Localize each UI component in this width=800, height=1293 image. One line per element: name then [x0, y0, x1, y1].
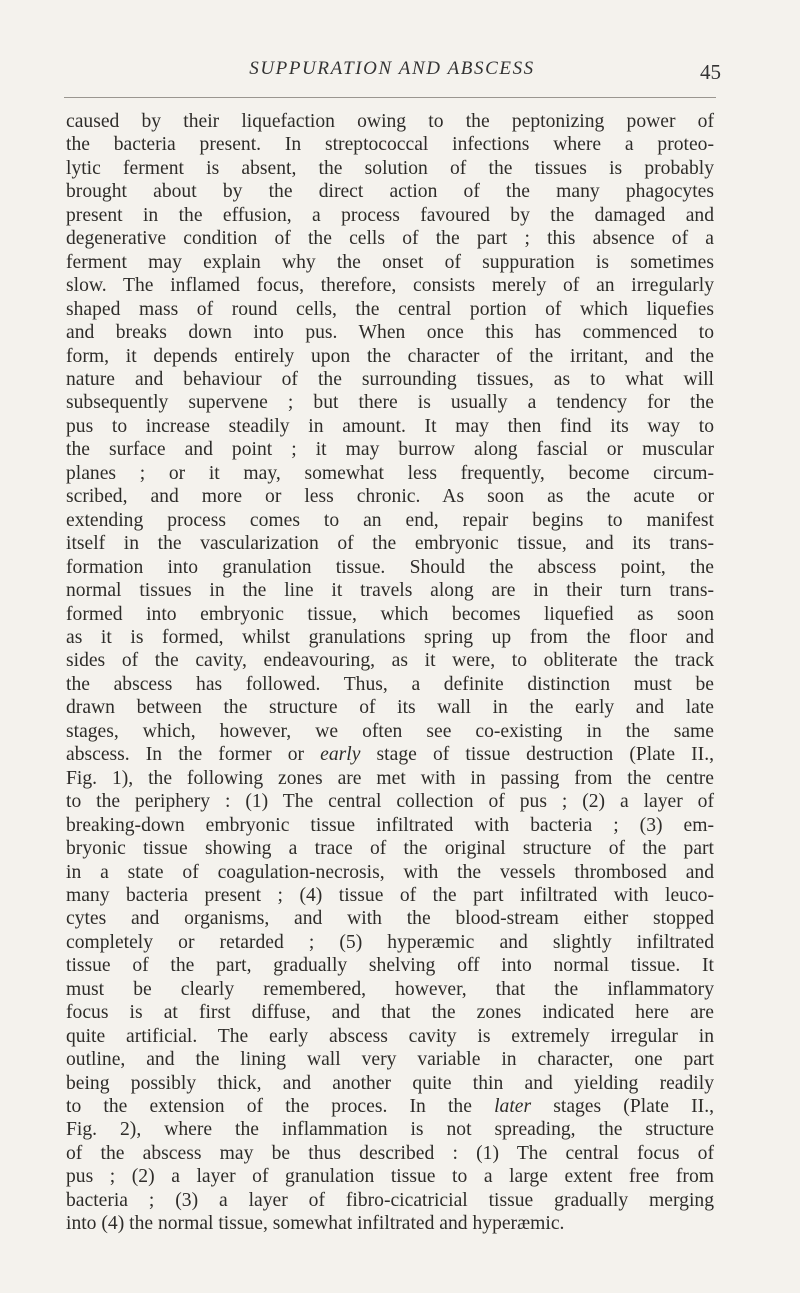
text-line: Fig. 2), where the inflammation is not spreading, the structure [66, 1119, 714, 1141]
text-line: pus to increase steadily in amount. It may then find its way to [66, 415, 714, 437]
text-line: and breaks down into pus. When once this has commenced to [66, 322, 714, 344]
text-line: stages, which, however, we often see co-existing in the same [66, 720, 714, 742]
text-line: outline, and the lining wall very variable in character, one part [66, 1049, 714, 1071]
text-line: drawn between the structure of its wall in the early and late [66, 697, 714, 719]
text-line: the bacteria present. In streptococcal infections where a proteo- [66, 134, 714, 156]
text-line: focus is at first diffuse, and that the zones indicated here are [66, 1002, 714, 1024]
text-line: as it is formed, whilst granulations spring up from the floor and [66, 626, 714, 648]
text-line: present in the effusion, a process favoured by the damaged and [66, 204, 714, 226]
text-line: shaped mass of round cells, the central portion of which liquefies [66, 298, 714, 320]
text-line: sides of the cavity, endeavouring, as it were, to obliterate the track [66, 650, 714, 672]
text-line: Fig. 1), the following zones are met with in passing from the centre [66, 767, 714, 789]
text-line: completely or retarded ; (5) hyperæmic and slightly infiltrated [66, 931, 714, 953]
running-head: SUPPURATION AND ABSCESS [249, 58, 535, 79]
text-line: ferment may explain why the onset of suppuration is sometimes [66, 251, 714, 273]
text-line: caused by their liquefaction owing to the peptonizing power of [66, 111, 714, 132]
text-line: of the abscess may be thus described : (1) The central focus of [66, 1142, 714, 1164]
text-line: many bacteria present ; (4) tissue of the part infiltrated with leuco- [66, 884, 714, 906]
text-line: normal tissues in the line it travels along are in their turn trans- [66, 580, 714, 602]
text-line: being possibly thick, and another quite thin and yielding readily [66, 1072, 714, 1094]
text-line: slow. The inflamed focus, therefore, consists merely of an irregularly [66, 275, 714, 297]
header-rule [64, 97, 716, 98]
text-line: form, it depends entirely upon the character of the irritant, and the [66, 345, 714, 367]
text-line: extending process comes to an end, repair begins to manifest [66, 509, 714, 531]
text-line: degenerative condition of the cells of the part ; this absence of a [66, 228, 714, 250]
text-line: nature and behaviour of the surrounding tissues, as to what will [66, 368, 714, 390]
text-line: scribed, and more or less chronic. As soon as the acute or [66, 486, 714, 508]
text-line: must be clearly remembered, however, that the inflammatory [66, 978, 714, 1000]
body-paragraph [66, 110, 714, 1236]
page-number: 45 [700, 60, 721, 84]
text-line: subsequently supervene ; but there is usually a tendency for the [66, 392, 714, 414]
text-line: lytic ferment is absent, the solution of the tissues is probably [66, 157, 714, 179]
text-line: pus ; (2) a layer of granulation tissue to a large extent free from [66, 1166, 714, 1188]
text-line: itself in the vascularization of the embryonic tissue, and its trans- [66, 533, 714, 555]
text-line: in a state of coagulation-necrosis, with the vessels thrombosed and [66, 861, 714, 883]
text-line: bryonic tissue showing a trace of the original structure of the part [66, 838, 714, 860]
text-line: breaking-down embryonic tissue infiltrated with bacteria ; (3) em- [66, 814, 714, 836]
text-line: cytes and organisms, and with the blood-stream either stopped [66, 908, 714, 930]
text-line: into (4) the normal tissue, somewhat infiltrated and hyperæmic. [66, 1213, 565, 1235]
text-line: planes ; or it may, somewhat less frequently, become circum- [66, 462, 714, 484]
text-line: tissue of the part, gradually shelving off into normal tissue. It [66, 955, 714, 977]
text-line: formed into embryonic tissue, which becomes liquefied as soon [66, 603, 714, 625]
text-line: quite artificial. The early abscess cavity is extremely irregular in [66, 1025, 714, 1047]
text-line: bacteria ; (3) a layer of fibro-cicatricial tissue gradually merging [66, 1189, 714, 1211]
text-line: the surface and point ; it may burrow along fascial or muscular [66, 439, 714, 461]
text-line: formation into granulation tissue. Should the abscess point, the [66, 556, 714, 578]
text-line: the abscess has followed. Thus, a definite distinction must be [66, 673, 714, 695]
text-line: to the periphery : (1) The central collection of pus ; (2) a layer of [66, 791, 714, 813]
text-line: to the extension of the proces. In the later stages (Plate II., [66, 1096, 714, 1118]
text-line: brought about by the direct action of the many phagocytes [66, 181, 714, 203]
text-line: abscess. In the former or early stage of tissue destruction (Plate II., [66, 744, 714, 766]
